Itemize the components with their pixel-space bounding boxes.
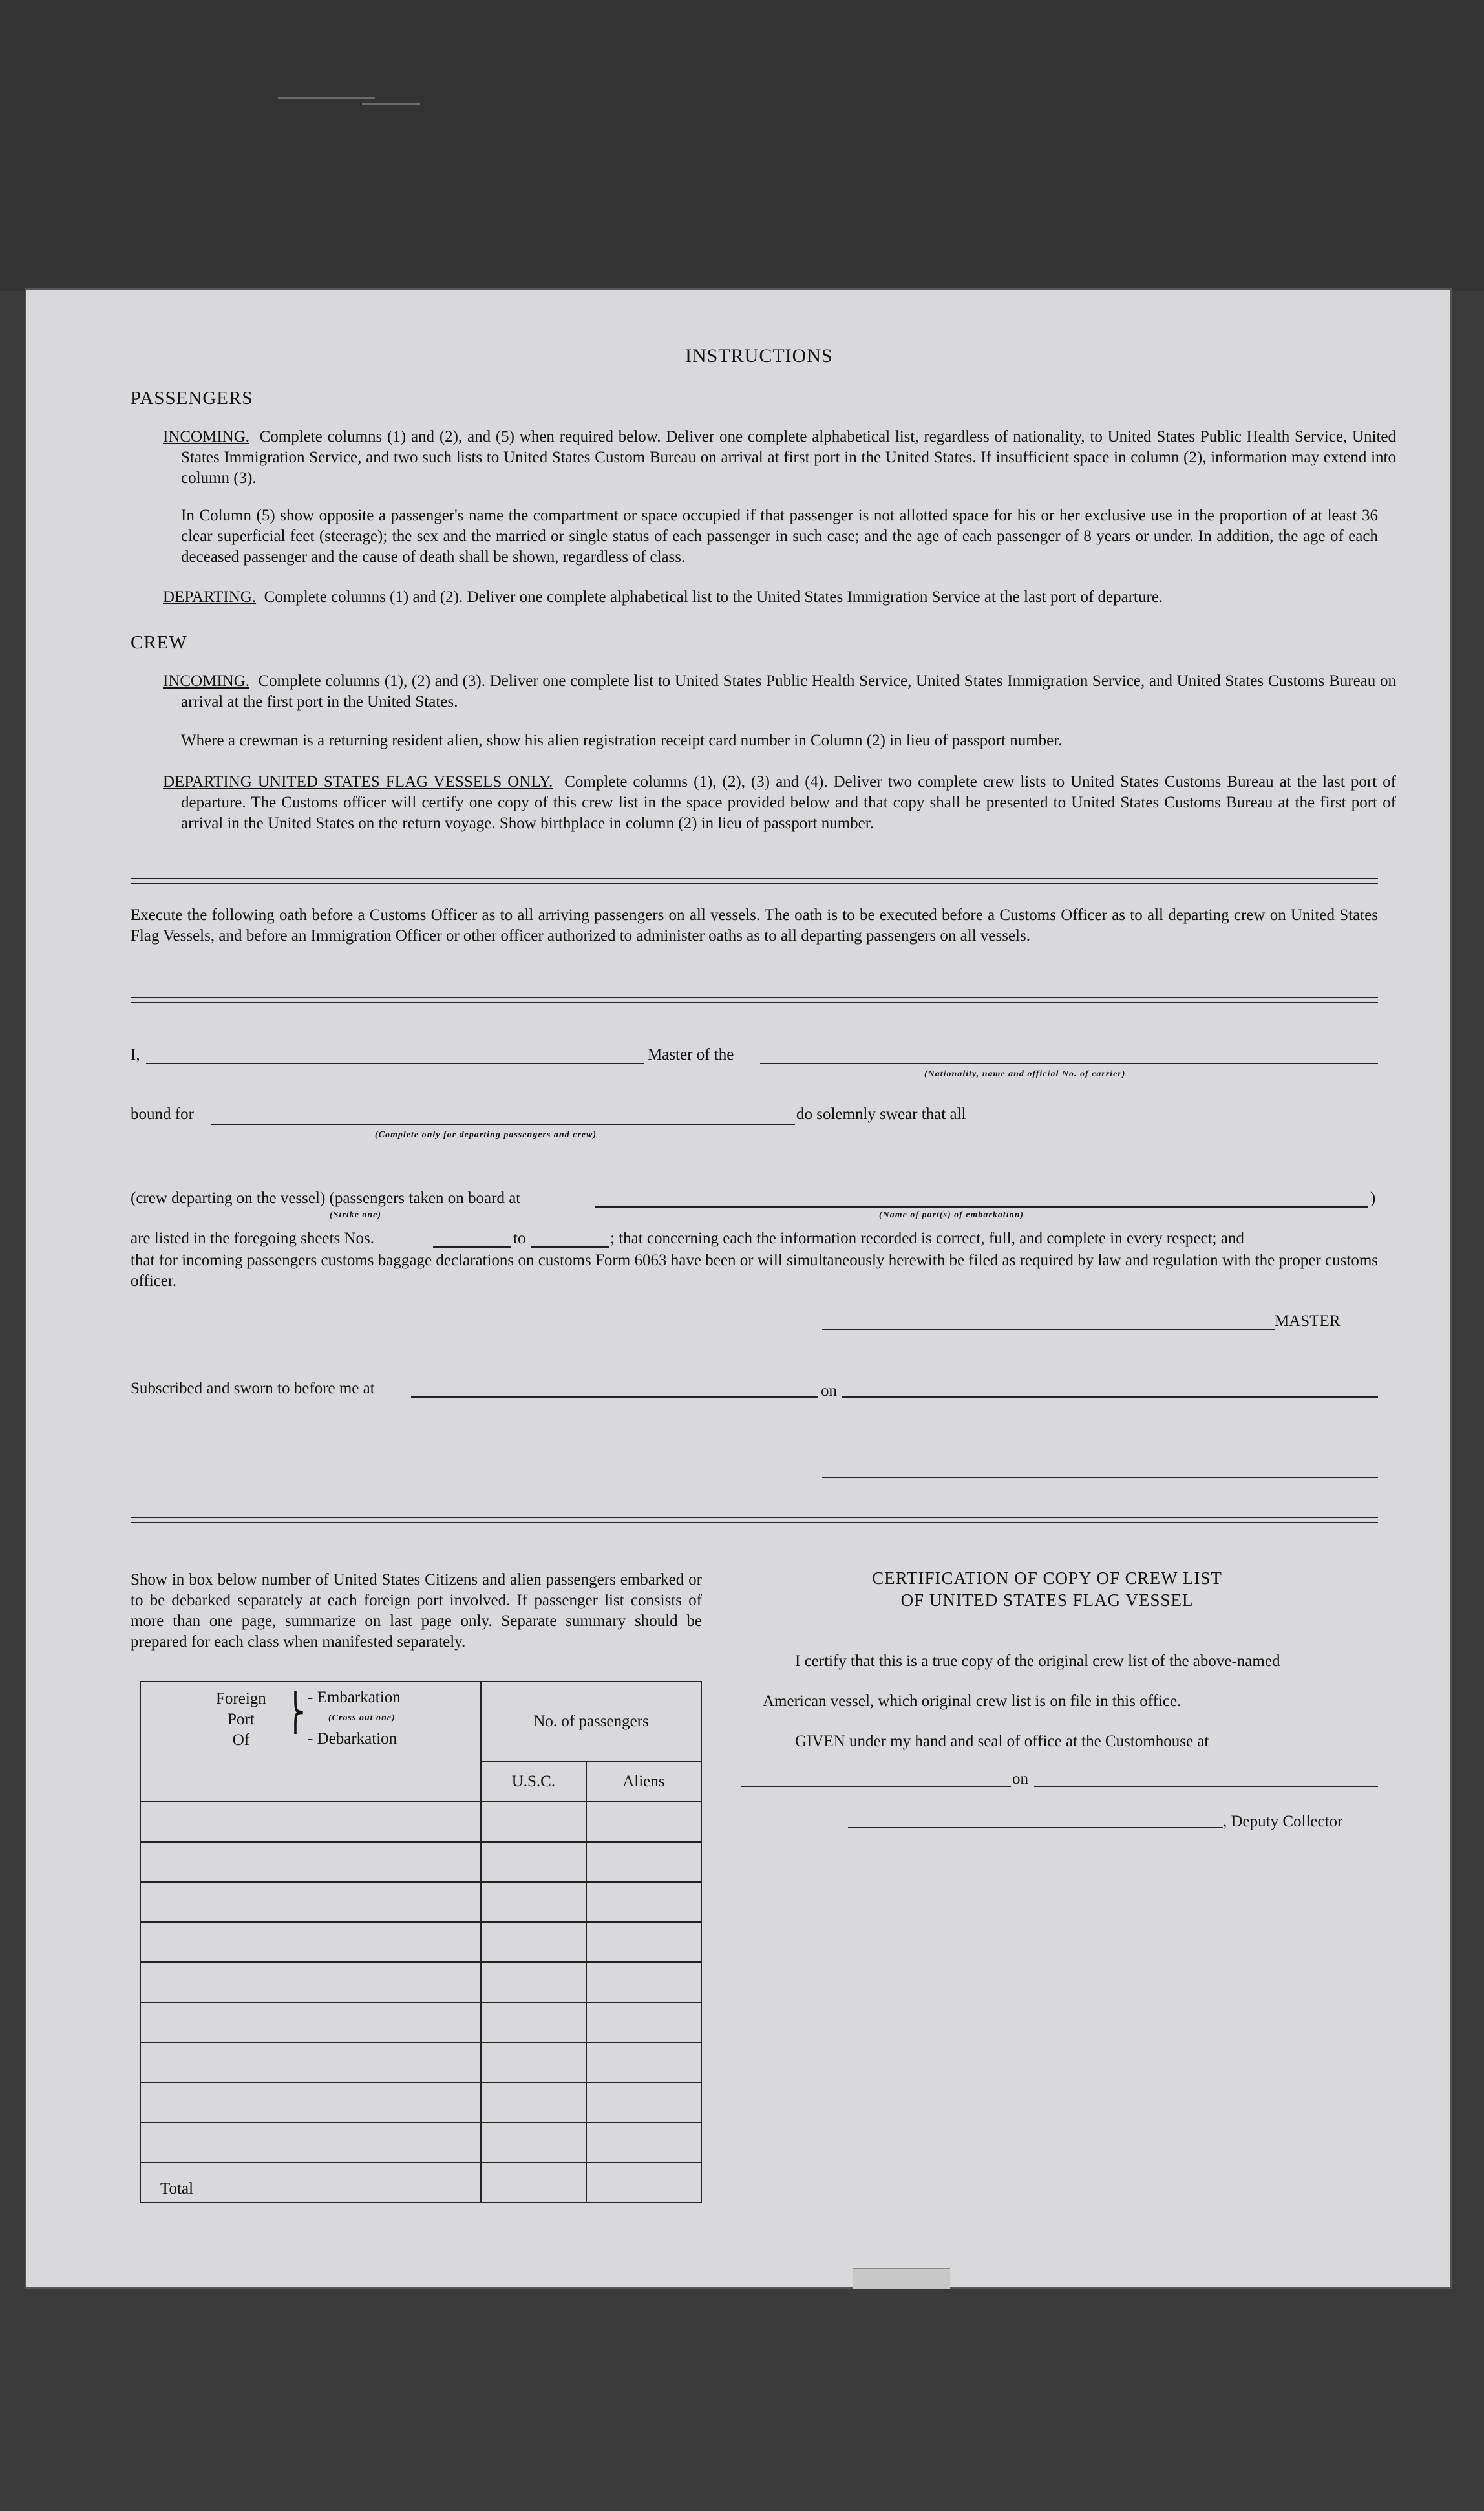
- total-label: Total: [140, 2163, 481, 2203]
- aliens-cell[interactable]: [586, 2042, 701, 2082]
- carrier-field[interactable]: [760, 1063, 1378, 1064]
- sheet-from-field[interactable]: [433, 1246, 511, 1248]
- usc-total-cell[interactable]: [481, 2163, 586, 2203]
- to-label: to: [513, 1230, 526, 1247]
- debarkation-option[interactable]: - Debarkation: [308, 1730, 398, 1747]
- usc-header: U.S.C.: [481, 1762, 586, 1802]
- passengers-incoming-label: INCOMING.: [163, 428, 250, 445]
- usc-cell[interactable]: [481, 2042, 586, 2082]
- crew-departing-paragraph: [163, 772, 1396, 834]
- crew-resident-paragraph: Where a crewman is a returning resident alien, show his alien registration receipt card number in Column (2) in lieu of passport number.: [181, 732, 1063, 749]
- usc-cell[interactable]: [481, 1922, 586, 1962]
- passengers-incoming-text: Complete columns (1) and (2), and (5) when required below. Deliver one complete alphabetical list, regardless of nationality, to United States Public Health Service, United States Immigration Service, and two such lists to United States Custom Bureau on arrival at first port in the United States. If insufficient space in column (2), information may extend into column (3).: [181, 428, 1397, 487]
- certification-title: [782, 1567, 1312, 1611]
- port-cell[interactable]: [140, 1842, 481, 1882]
- swear-label: do solemnly swear that all: [796, 1106, 966, 1123]
- sheet-to-field[interactable]: [531, 1246, 609, 1248]
- deputy-collector-label: , Deputy Collector: [1223, 1813, 1343, 1830]
- baggage-declaration-text: that for incoming passengers customs baggage declarations on customs Form 6063 have been or will simultaneously herewith be filed as required by law and regulation with the proper customs officer.: [131, 1252, 1378, 1290]
- certification-line-1: I certify that this is a true copy of the original crew list of the above-named: [795, 1652, 1280, 1670]
- aliens-cell[interactable]: [586, 1962, 701, 2002]
- crew-departing-text: Complete columns (1), (2), (3) and (4). Deliver two complete crew lists to United States Customs Bureau at the last port of departure. The Customs officer will certify one copy of this crew list in the space provided below and that copy shall be presented to United States Customs Bureau at the first port of arrival in the United States on the return voyage. Show birthplace in column (2) in lieu of passport number.: [181, 773, 1396, 832]
- sworn-place-field[interactable]: [411, 1396, 818, 1398]
- port-cell[interactable]: [140, 2082, 481, 2122]
- subscribed-label: Subscribed and sworn to before me at: [131, 1380, 375, 1397]
- crew-incoming-label: INCOMING.: [163, 672, 250, 690]
- bound-for-label: bound for: [131, 1106, 194, 1123]
- port-cell[interactable]: [140, 2122, 481, 2163]
- brace-icon: ⎬: [286, 1692, 305, 1733]
- of-label: Of: [232, 1731, 250, 1749]
- section-divider: [131, 1517, 1378, 1523]
- aliens-cell[interactable]: [586, 1842, 701, 1882]
- port-label: Port: [228, 1711, 255, 1728]
- master-signature-field[interactable]: [822, 1329, 1275, 1330]
- port-cell[interactable]: [140, 2002, 481, 2042]
- aliens-cell[interactable]: [586, 1922, 701, 1962]
- embarkation-option[interactable]: - Embarkation: [308, 1689, 401, 1706]
- officer-signature-field[interactable]: [822, 1477, 1378, 1478]
- sheets-statement: ; that concerning each the information recorded is correct, full, and complete in every respect; and: [610, 1230, 1244, 1247]
- summary-instructions: Show in box below number of United States Citizens and alien passengers embarked or to be debarked separately at each foreign port involved. If passenger list consists of more than one page, summarize on last page only. Separate summary should be prepared for each class when manifested separately.: [131, 1571, 702, 1651]
- section-divider: [131, 878, 1378, 884]
- form-page: [26, 290, 1450, 2287]
- master-of-label: Master of the: [648, 1046, 734, 1063]
- scanner-background: [0, 0, 1484, 291]
- cross-out-caption: (Cross out one): [328, 1713, 396, 1723]
- strike-one-caption: (Strike one): [330, 1210, 382, 1220]
- oath-instructions: Execute the following oath before a Customs Officer as to all arriving passengers on all vessels. The oath is to be executed before a Customs Officer as to all departing crew on United States Flag Vessels, and before an Immigration Officer or other officer authorized to administer oaths as to all departing passengers on all vessels.: [131, 906, 1378, 945]
- bound-for-caption: (Complete only for departing passengers and crew): [375, 1130, 597, 1140]
- aliens-total-cell[interactable]: [586, 2163, 701, 2203]
- sworn-date-field[interactable]: [842, 1396, 1378, 1398]
- port-cell[interactable]: [140, 1802, 481, 1842]
- section-divider: [131, 997, 1378, 1003]
- crew-heading: CREW: [131, 632, 187, 653]
- foreign-port-header: [140, 1682, 481, 1802]
- passengers-heading: PASSENGERS: [131, 388, 253, 409]
- customhouse-field[interactable]: [741, 1786, 1011, 1787]
- close-paren: ): [1370, 1190, 1376, 1207]
- usc-cell[interactable]: [481, 2082, 586, 2122]
- certification-title-line-2: OF UNITED STATES FLAG VESSEL: [900, 1590, 1194, 1610]
- foreign-label: Foreign: [216, 1690, 266, 1707]
- crew-incoming-text: Complete columns (1), (2) and (3). Deliver one complete list to United States Public Health Service, United States Immigration Service, and United States Customs Bureau on arrival at the first port in the United States.: [181, 672, 1396, 711]
- aliens-header: Aliens: [586, 1762, 701, 1802]
- passengers-incoming-paragraph: [163, 427, 1396, 489]
- usc-cell[interactable]: [481, 1802, 586, 1842]
- oath-i-label: I,: [131, 1046, 140, 1063]
- master-name-field[interactable]: [146, 1063, 644, 1064]
- deputy-collector-signature-field[interactable]: [848, 1827, 1223, 1828]
- port-caption: (Name of port(s) of embarkation): [879, 1210, 1024, 1220]
- no-passengers-header: No. of passengers: [481, 1682, 701, 1762]
- embarkation-port-field[interactable]: [595, 1206, 1368, 1208]
- passengers-column5-paragraph: In Column (5) show opposite a passenger's name the compartment or space occupied if that passenger is not allotted space for his or her exclusive use in the proportion of at least 36 clear superficial feet (steerage); the sex and the married or single status of each passenger in such case; and the age of each passenger of 8 years or under. In addition, the age of each deceased passenger and the cause of death shall be shown, regardless of class.: [181, 507, 1378, 566]
- certification-title-line-1: CERTIFICATION OF COPY OF CREW LIST: [872, 1568, 1222, 1588]
- passengers-departing-label: DEPARTING.: [163, 588, 257, 606]
- port-cell[interactable]: [140, 2042, 481, 2082]
- crew-departing-label: DEPARTING UNITED STATES FLAG VESSELS ONLY.: [163, 773, 553, 791]
- aliens-cell[interactable]: [586, 2122, 701, 2163]
- crew-incoming-paragraph: [163, 671, 1396, 712]
- scan-artifact: [278, 97, 375, 99]
- passengers-departing-paragraph: [163, 587, 1396, 608]
- passengers-departing-text: Complete columns (1) and (2). Deliver one complete alphabetical list to the United States Immigration Service at the last port of departure.: [264, 588, 1163, 606]
- usc-cell[interactable]: [481, 2122, 586, 2163]
- crew-passengers-label: (crew departing on the vessel) (passengers taken on board at: [131, 1190, 521, 1207]
- foreign-port-label: [216, 1689, 266, 1751]
- port-cell[interactable]: [140, 1882, 481, 1922]
- aliens-cell[interactable]: [586, 2082, 701, 2122]
- usc-cell[interactable]: [481, 1882, 586, 1922]
- port-cell[interactable]: [140, 1962, 481, 2002]
- usc-cell[interactable]: [481, 1962, 586, 2002]
- usc-cell[interactable]: [481, 2002, 586, 2042]
- certification-line-3: GIVEN under my hand and seal of office at the Customhouse at: [795, 1733, 1209, 1750]
- passenger-summary-table: [140, 1681, 702, 2203]
- scan-artifact: [362, 103, 420, 105]
- aliens-cell[interactable]: [586, 2002, 701, 2042]
- certification-date-field[interactable]: [1034, 1786, 1378, 1787]
- certification-on-label: on: [1012, 1770, 1028, 1788]
- aliens-cell[interactable]: [586, 1882, 701, 1922]
- sworn-on-label: on: [821, 1382, 837, 1400]
- carrier-caption: (Nationality, name and official No. of carrier): [924, 1069, 1126, 1079]
- port-cell[interactable]: [140, 1922, 481, 1962]
- sheets-label: are listed in the foregoing sheets Nos.: [131, 1230, 374, 1247]
- bound-for-field[interactable]: [211, 1124, 795, 1125]
- master-label: MASTER: [1275, 1312, 1341, 1330]
- usc-cell[interactable]: [481, 1842, 586, 1882]
- aliens-cell[interactable]: [586, 1802, 701, 1842]
- certification-line-2: American vessel, which original crew list is on file in this office.: [763, 1693, 1182, 1710]
- scan-tab: [853, 2268, 950, 2289]
- page-title: INSTRUCTIONS: [685, 345, 833, 367]
